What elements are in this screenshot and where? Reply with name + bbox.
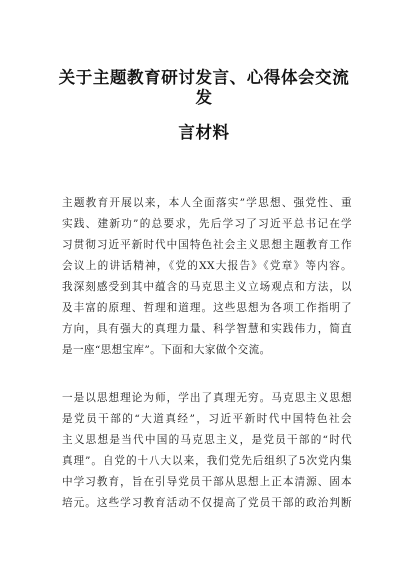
paragraph-line: 是一座“思想宝库”。下面和大家做个交流。 — [62, 344, 271, 356]
paragraph-line: 主题教育开展以来，本人全面落实”学思想、强党性、重 — [62, 197, 352, 209]
paragraph-line: 习贯彻习近平新时代中国特色社会主义思想主题教育工作 — [62, 239, 352, 251]
body-paragraph-2 — [62, 388, 352, 514]
paragraph-line: 是党员干部的“大道真经”，习近平新时代中国特色社会 — [62, 413, 352, 425]
document-title-line-1: 关于主题教育研讨发言、心得体会交流发 — [58, 68, 350, 107]
body-paragraph-1 — [62, 193, 352, 361]
paragraph-line: 培元。这些学习教育活动不仅提高了党员干部的政治判断 — [62, 497, 352, 509]
paragraph-line: 会议上的讲话精神，《党的XX大报告》《党章》等内容。 — [62, 260, 352, 272]
document-title-line-2: 言材料 — [178, 123, 230, 142]
paragraph-line: 及丰富的原理、哲理和道理。这些思想为各项工作指明了 — [62, 302, 352, 314]
paragraph-line: 中学习教育，旨在引导党员干部从思想上正本清源、固本 — [62, 476, 352, 488]
paragraph-line: 实践、建新功”的总要求，先后学习了习近平总书记在学 — [62, 218, 352, 230]
paragraph-line: 一是以思想理论为师，学出了真理无穷。马克思主义思想 — [62, 392, 352, 404]
paragraph-line: 我深刻感受到其中蕴含的马克思主义立场观点和方法，以 — [62, 281, 352, 293]
paragraph-line: 主义思想是当代中国的马克思主义，是党员干部的“时代 — [62, 434, 352, 446]
paragraph-line: 真理”。自党的十八大以来，我们党先后组织了5次党内集 — [62, 455, 352, 467]
paragraph-line: 方向，具有强大的真理力量、科学智慧和实践伟力，简直 — [62, 323, 352, 335]
